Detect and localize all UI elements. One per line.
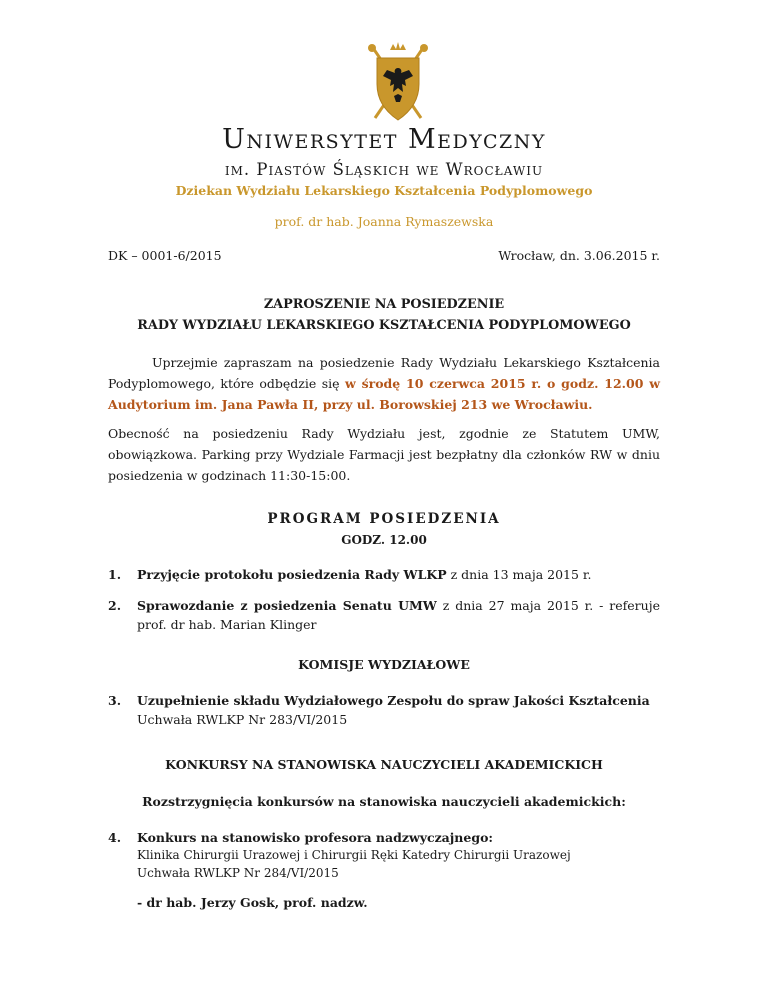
candidate-name: - dr hab. Jerzy Gosk, prof. nadzw. xyxy=(137,895,368,910)
subsection-competition-results: Rozstrzygnięcia konkursów na stanowiska nauczycieli akademickich: xyxy=(142,794,626,809)
item-detail: z dnia 13 maja 2015 r. xyxy=(446,567,592,582)
dean-name: prof. dr hab. Joanna Rymaszewska xyxy=(274,214,494,229)
program-item-1 xyxy=(108,565,660,584)
section-committees: KOMISJE WYDZIAŁOWE xyxy=(298,657,470,672)
program-item-4 xyxy=(108,829,660,882)
item-number: 2. xyxy=(108,598,122,613)
attendance-paragraph: Obecność na posiedzeniu Rady Wydziału jest, zgodnie ze Statutem UMW, obowiązkowa. Parking przy Wydziale Farmacji jest bezpłatny dla członków RW w dniu posiedzenia w godzinach 11:30-15:00. xyxy=(108,426,660,483)
dean-title: Dziekan Wydziału Lekarskiego Kształcenia Podyplomowego xyxy=(175,183,593,198)
program-item-2 xyxy=(108,596,660,634)
invitation-title-line1: ZAPROSZENIE NA POSIEDZENIE xyxy=(263,297,505,312)
item-department: Klinika Chirurgii Urazowej i Chirurgii Ręki Katedry Chirurgii Urazowej xyxy=(137,848,571,862)
program-title: PROGRAM POSIEDZENIA xyxy=(267,511,501,527)
item-title: Uzupełnienie składu Wydziałowego Zespołu do spraw Jakości Kształcenia xyxy=(137,693,650,708)
item-resolution: Uchwała RWLKP Nr 283/VI/2015 xyxy=(137,712,348,727)
university-crest-logo xyxy=(363,40,433,126)
item-title: Przyjęcie protokołu posiedzenia Rady WLKP xyxy=(137,567,447,582)
section-competitions: KONKURSY NA STANOWISKA NAUCZYCIELI AKADEMICKICH xyxy=(165,757,603,772)
place-date: Wrocław, dn. 3.06.2015 r. xyxy=(498,248,660,263)
invitation-text: Uprzejmie zapraszam na posiedzenie Rady Wydziału Lekarskiego Kształcenia Podyplomowego, które odbędzie się xyxy=(108,355,660,391)
item-number: 1. xyxy=(108,567,122,582)
program-time: GODZ. 12.00 xyxy=(341,533,427,547)
program-item-4-candidate xyxy=(108,893,660,912)
item-detail: z dnia 27 maja 2015 r. - referuje prof. dr hab. Marian Klinger xyxy=(137,598,660,632)
program-item-3 xyxy=(108,691,660,729)
document-reference: DK – 0001-6/2015 xyxy=(108,248,222,263)
invitation-title-line2: RADY WYDZIAŁU LEKARSKIEGO KSZTAŁCENIA PODYPLOMOWEGO xyxy=(137,318,631,333)
item-title: Sprawozdanie z posiedzenia Senatu UMW xyxy=(137,598,437,613)
item-resolution: Uchwała RWLKP Nr 284/VI/2015 xyxy=(137,866,339,880)
invitation-paragraph xyxy=(108,352,660,415)
item-number: 3. xyxy=(108,693,122,708)
item-title: Konkurs na stanowisko profesora nadzwyczajnego: xyxy=(137,830,494,845)
item-number: 4. xyxy=(108,830,122,845)
university-name: Uniwersytet Medyczny xyxy=(222,124,546,155)
university-subtitle: im. Piastów Śląskich we Wrocławiu xyxy=(224,160,544,179)
meeting-datetime-location: w środę 10 czerwca 2015 r. o godz. 12.00 w Audytorium im. Jana Pawła II, przy ul. Borowskiej 213 we Wrocławiu. xyxy=(108,376,660,412)
